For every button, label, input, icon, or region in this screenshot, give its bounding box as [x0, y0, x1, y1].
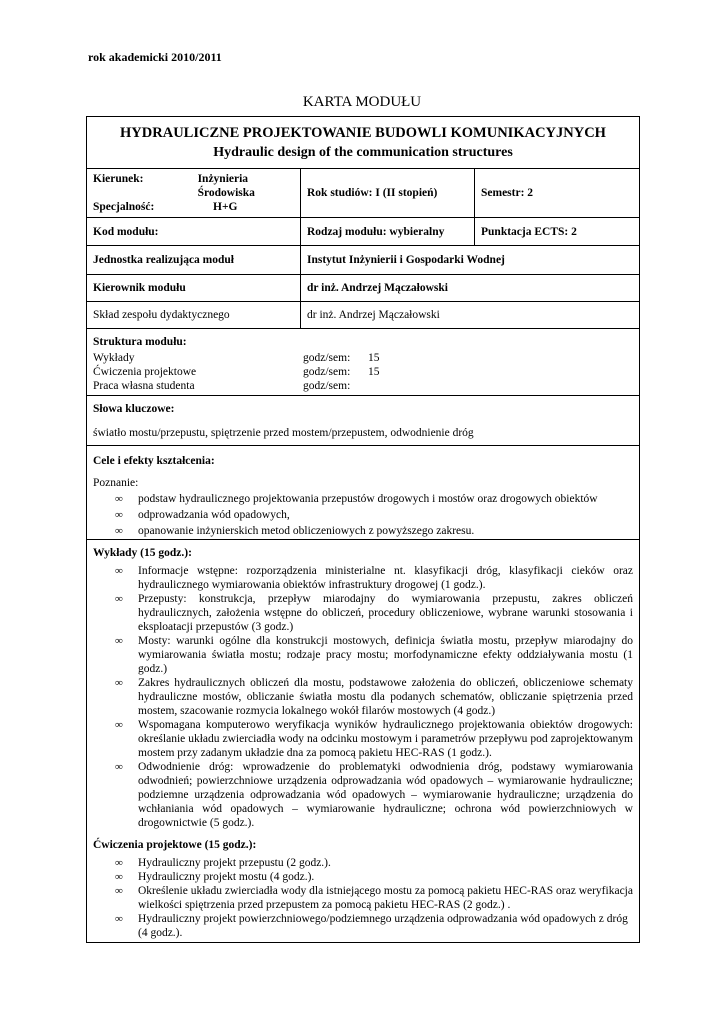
module-code: Kod modułu:	[87, 218, 301, 246]
specialty-value: H+G	[213, 201, 238, 213]
lecture-item-text: Wspomagana komputerowo weryfikacja wyników hydraulicznego projektowania obiektów drogowych: określanie układu zwierciadła wody na odcinku mostowym i parametrów przepływu pod zaprojektowanym mostem przy zadanym układzie dna za pomocą pakietu HEC-RAS (1 godz.).	[138, 719, 633, 759]
lectures-heading: Wykłady (15 godz.):	[93, 547, 192, 559]
lecture-item	[93, 634, 633, 676]
exercise-item	[93, 912, 633, 940]
lecture-item-text: Przepusty: konstrukcja, przepływ miarodajny do wymiarowania przepustu, zakres obliczeń hydraulicznych, założenia wstępne do obliczeń, procedury obliczeniowe, wybrane warunki stosowania i eksploatacji przepustów (3 godz.)	[138, 593, 633, 633]
bullet-icon: ∞	[115, 913, 123, 925]
module-title-cell	[87, 117, 640, 169]
keywords-text: światło mostu/przepustu, spiętrzenie przed mostem/przepustem, odwodnienie dróg	[93, 427, 474, 439]
goals-intro: Poznanie:	[93, 477, 139, 489]
goals-item-text: podstaw hydraulicznego projektowania przepustów drogowych i mostów oraz drogowych obiektów	[138, 493, 598, 505]
module-code-row	[87, 218, 640, 246]
exercise-item-text: Określenie układu zwierciadła wody dla istniejącego mostu za pomocą pakietu HEC-RAS oraz weryfikacja wielkości spiętrzenia przed przepustem za pomocą pakietu HEC-RAS (2 godz.) .	[138, 885, 633, 911]
exercise-item-text: Hydrauliczny projekt mostu (4 godz.).	[138, 871, 315, 883]
unit-value: Instytut Inżynierii i Gospodarki Wodnej	[301, 246, 640, 275]
lecture-item-text: Mosty: warunki ogólne dla konstrukcji mostowych, definicja światła mostu, przepływ miarodajny do wymiarowania światła mostu; rodzaje pracy mostu; morfodynamiczne efekty oddziaływania mostu (1 godz.)	[138, 635, 633, 675]
bullet-icon: ∞	[115, 719, 123, 731]
study-year: Rok studiów: I (II stopień)	[301, 169, 475, 218]
unit-row	[87, 246, 640, 275]
structure-item	[93, 379, 633, 393]
unit-label: Jednostka realizująca moduł	[87, 246, 301, 275]
bullet-icon: ∞	[115, 565, 123, 577]
bullet-icon: ∞	[115, 871, 123, 883]
bullet-icon: ∞	[115, 857, 123, 869]
goals-item-text: odprowadzania wód opadowych,	[138, 509, 290, 521]
bullet-icon: ∞	[115, 885, 123, 897]
structure-hours: 15	[368, 366, 380, 378]
bullet-icon: ∞	[115, 635, 123, 647]
keywords-heading: Słowa kluczowe:	[93, 403, 175, 415]
head-label: Kierownik modułu	[87, 275, 301, 302]
exercise-item-text: Hydrauliczny projekt przepustu (2 godz.).	[138, 857, 331, 869]
lecture-item-text: Informacje wstępne: rozporządzenia ministerialne nt. klasyfikacji dróg, klasyfikacji cieków oraz hydraulicznego wymiarowania obiektów infrastruktury drogowej (1 godz.).	[138, 565, 633, 591]
bullet-icon: ∞	[115, 493, 123, 505]
module-title-pl: HYDRAULICZNE PROJEKTOWANIE BUDOWLI KOMUNIKACYJNYCH	[120, 125, 606, 141]
head-value: dr inż. Andrzej Mączałowski	[301, 275, 640, 302]
field-value: Inżynieria Środowiska	[197, 173, 255, 199]
structure-row	[87, 329, 640, 396]
structure-unit: godz/sem:	[303, 352, 351, 364]
goals-item	[93, 508, 633, 522]
head-row	[87, 275, 640, 302]
lecture-item	[93, 564, 633, 592]
structure-unit: godz/sem:	[303, 366, 351, 378]
goals-list	[93, 492, 633, 538]
exercise-item	[93, 870, 633, 884]
staff-value: dr inż. Andrzej Mączałowski	[301, 302, 640, 329]
structure-name: Praca własna studenta	[93, 380, 195, 392]
structure-heading: Struktura modułu:	[93, 336, 187, 348]
staff-label: Skład zespołu dydaktycznego	[87, 302, 301, 329]
staff-row	[87, 302, 640, 329]
structure-name: Ćwiczenia projektowe	[93, 366, 197, 378]
goals-cell	[87, 446, 640, 540]
structure-name: Wykłady	[93, 352, 135, 364]
exercises-list	[93, 856, 633, 940]
structure-cell	[87, 329, 640, 396]
structure-item	[93, 365, 633, 379]
lecture-item-text: Zakres hydraulicznych obliczeń dla mostu, podstawowe założenia do obliczeń, obliczeniowe schematy hydrauliczne mostów, obliczanie światła mostu dla podanych schematów, obliczanie spiętrzenia przed mostem, szacowanie rozmycia lokalnego wokół filarów mostowych (4 godz.)	[138, 677, 633, 717]
bullet-icon: ∞	[115, 761, 123, 773]
goals-heading: Cele i efekty kształcenia:	[93, 455, 215, 467]
academic-year: rok akademicki 2010/2011	[88, 50, 222, 64]
structure-hours: 15	[368, 352, 380, 364]
lectures-list	[93, 564, 633, 830]
structure-unit: godz/sem:	[303, 380, 351, 392]
field-specialty-cell	[87, 169, 301, 218]
lecture-item	[93, 760, 633, 830]
bullet-icon: ∞	[115, 509, 123, 521]
goals-item	[93, 492, 633, 506]
program-cell	[87, 540, 640, 943]
module-type: Rodzaj modułu: wybieralny	[301, 218, 475, 246]
module-title-en: Hydraulic design of the communication structures	[213, 145, 513, 160]
study-info-row	[87, 169, 640, 218]
ects-points: Punktacja ECTS: 2	[475, 218, 640, 246]
bullet-icon: ∞	[115, 593, 123, 605]
semester: Semestr: 2	[475, 169, 640, 218]
document-title: KARTA MODUŁU	[302, 94, 422, 110]
exercise-item	[93, 856, 633, 870]
lecture-item	[93, 592, 633, 634]
goals-item	[93, 524, 633, 538]
field-label: Kierunek:	[93, 173, 144, 185]
bullet-icon: ∞	[115, 525, 123, 537]
lecture-item	[93, 676, 633, 718]
specialty-label: Specjalność:	[93, 201, 155, 213]
keywords-row	[87, 396, 640, 446]
exercise-item	[93, 884, 633, 912]
module-card-table	[86, 116, 640, 943]
goals-row	[87, 446, 640, 540]
bullet-icon: ∞	[115, 677, 123, 689]
structure-item	[93, 351, 633, 365]
keywords-cell	[87, 396, 640, 446]
lectures-exercises-row	[87, 540, 640, 943]
lecture-item-text: Odwodnienie dróg: wprowadzenie do problematyki odwodnienia dróg, podstawy wymiarowania odwodnień; powierzchniowe urządzenia odprowadzania wód opadowych – wymiarowanie hydrauliczne; podziemne urządzenia odprowadzania wód opadowych – wymiarowanie hydrauliczne; urządzenia do wchłaniania wód opadowych – wymiarowanie hydrauliczne; ochrona wód powierzchniowych w drogownictwie (5 godz.).	[138, 761, 633, 829]
exercise-item-text: Hydrauliczny projekt powierzchniowego/podziemnego urządzenia odprowadzania wód opadowych z dróg (4 godz.).	[138, 913, 628, 939]
lecture-item	[93, 718, 633, 760]
module-title-row	[87, 117, 640, 169]
exercises-heading: Ćwiczenia projektowe (15 godz.):	[93, 839, 257, 851]
goals-item-text: opanowanie inżynierskich metod obliczeniowych z powyższego zakresu.	[138, 525, 475, 537]
